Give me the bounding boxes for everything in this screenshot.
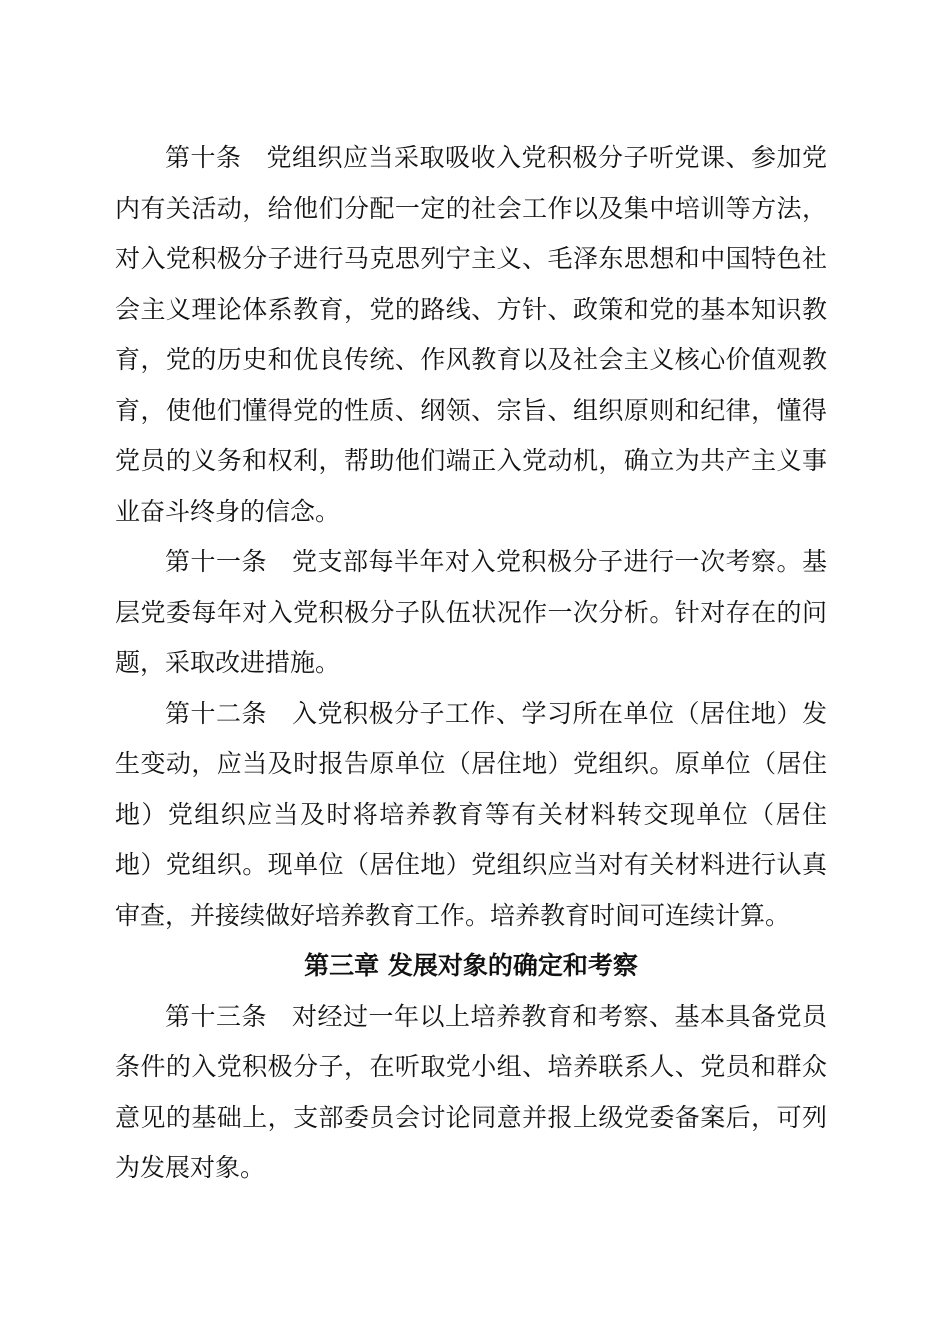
- article-text: 入党积极分子工作、学习所在单位（居住地）发生变动，应当及时报告原单位（居住地）党组织。原单位（居住地）党组织应当及时将培养教育等有关材料转交现单位（居住地）党组织。现单位（居住地）党组织应当对有关材料进行认真审查，并接续做好培养教育工作。培养教育时间可连续计算。: [115, 698, 827, 930]
- chapter-heading: 第三章 发展对象的确定和考察: [304, 951, 638, 980]
- article-11-paragraph: [115, 537, 827, 689]
- article-number: 第十三条: [165, 1001, 267, 1031]
- article-text: 党组织应当采取吸收入党积极分子听党课、参加党内有关活动，给他们分配一定的社会工作以及集中培训等方法，对入党积极分子进行马克思列宁主义、毛泽东思想和中国特色社会主义理论体系教育，党的路线、方针、政策和党的基本知识教育，党的历史和优良传统、作风教育以及社会主义核心价值观教育，使他们懂得党的性质、纲领、宗旨、组织原则和纪律，懂得党员的义务和权利，帮助他们端正入党动机，确立为共产主义事业奋斗终身的信念。: [115, 143, 827, 526]
- article-number: 第十二条: [165, 698, 267, 728]
- article-10-paragraph: [115, 133, 827, 537]
- article-12-paragraph: [115, 689, 827, 942]
- article-text: 党支部每半年对入党积极分子进行一次考察。基层党委每年对入党积极分子队伍状况作一次分析。针对存在的问题，采取改进措施。: [115, 547, 827, 677]
- article-number: 第十条: [165, 143, 242, 172]
- document-body: [115, 133, 827, 1194]
- article-number: 第十一条: [165, 547, 267, 576]
- article-13-paragraph: [115, 992, 827, 1194]
- article-text: 对经过一年以上培养教育和考察、基本具备党员条件的入党积极分子，在听取党小组、培养联系人、党员和群众意见的基础上，支部委员会讨论同意并报上级党委备案后，可列为发展对象。: [115, 1001, 827, 1182]
